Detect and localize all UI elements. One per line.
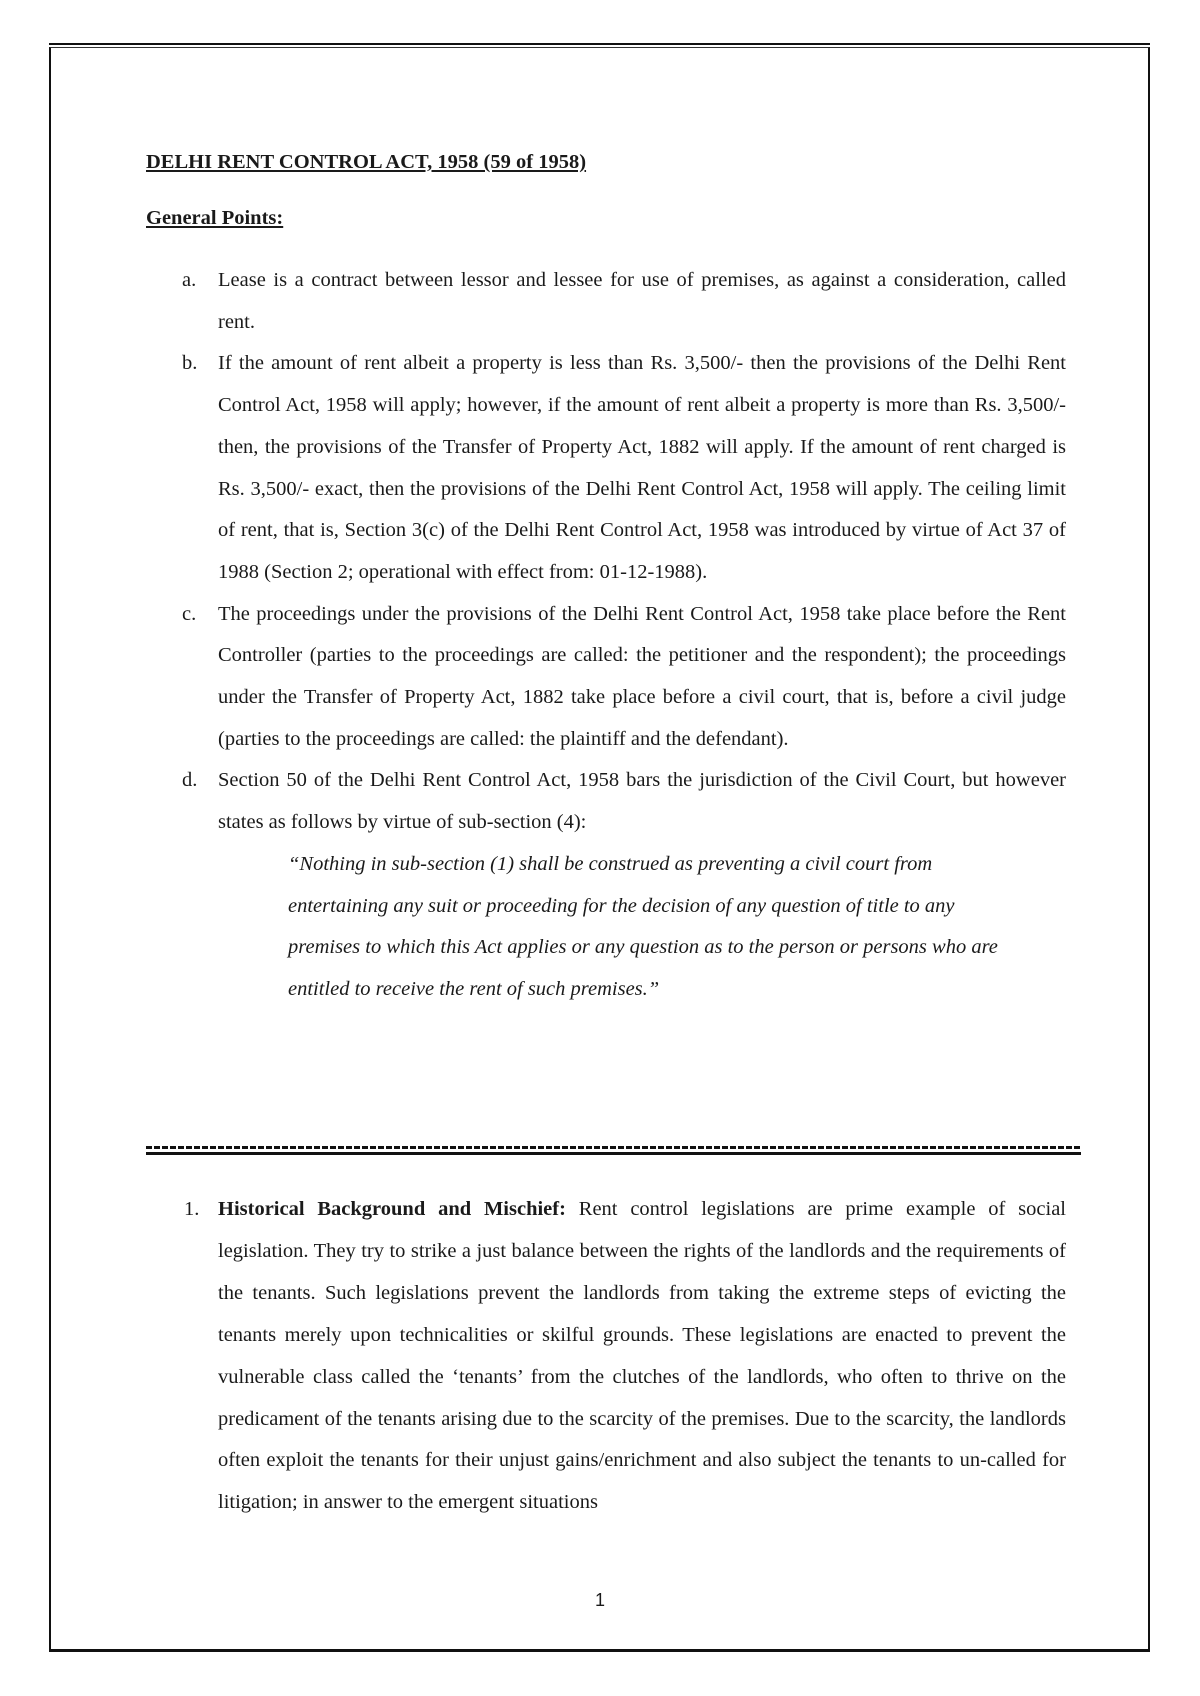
document-title: DELHI RENT CONTROL ACT, 1958 (59 of 1958) (146, 151, 587, 173)
list-item-text: The proceedings under the provisions of the Delhi Rent Control Act, 1958 take place before the Rent Controller (parties to the proceedings are called: the petitioner and the respondent); the proceedings under the Transfer of Property Act, 1882 take place before a civil court, that is, before a civil judge (parties to the proceedings are called: the plaintiff and the defendant). (218, 602, 1066, 750)
solid-rule (146, 1152, 1081, 1155)
general-points-heading: General Points: (146, 207, 284, 229)
list-marker: c. (182, 602, 197, 625)
list-item-text: If the amount of rent albeit a property is less than Rs. 3,500/- then the provisions of the Delhi Rent Control Act, 1958 will apply; however, if the amount of rent albeit a property is more than Rs. 3,500/- then, the provisions of the Transfer of Property Act, 1882 will apply. If the amount of rent charged is Rs. 3,500/- exact, then the provisions of the Delhi Rent Control Act, 1958 will apply. The ceiling limit of rent, that is, Section 3(c) of the Delhi Rent Control Act, 1958 was introduced by virtue of Act 37 of 1988 (Section 2; operational with effect from: 01-12-1988). (218, 352, 1066, 583)
general-points-list (146, 260, 1066, 1011)
list-marker: b. (182, 352, 198, 375)
section-text: Rent control legislations are prime example of social legislation. They try to strike a just balance between the rights of the landlords and the requirements of the tenants. Such legislations prevent the landlords from taking the extreme steps of evicting the tenants merely upon technicalities or skilful grounds. These legislations are enacted to prevent the vulnerable class called the ‘tenants’ from the clutches of the landlords, who often to thrive on the predicament of the tenants arising due to the scarcity of the premises. Due to the scarcity, the landlords often exploit the tenants for their unjust gains/enrichment and also subject the tenants to un-called for litigation; in answer to the emergent situations (218, 1198, 1066, 1514)
dashed-rule (146, 1146, 1081, 1149)
list-item-text: Section 50 of the Delhi Rent Control Act, 1958 bars the jurisdiction of the Civil Court, but however states as follows by virtue of sub-section (4): (218, 769, 1066, 834)
list-item (146, 260, 1066, 343)
list-item-text: Lease is a contract between lessor and lessee for use of premises, as against a consideration, called rent. (218, 269, 1066, 333)
section-number: 1. (184, 1198, 200, 1220)
section-heading: Historical Background and Mischief: (218, 1198, 566, 1220)
list-item (146, 343, 1066, 593)
statute-quote: “Nothing in sub-section (1) shall be construed as preventing a civil court from entertaining any suit or proceeding for the decision of any question of title to any premises to which this Act applies or any question as to the person or persons who are entitled to receive the rent of such premises.” (288, 852, 998, 1000)
list-item (146, 594, 1066, 761)
section-divider (146, 1143, 1081, 1157)
list-marker: a. (182, 269, 197, 291)
document-body (146, 148, 1066, 1011)
list-marker: d. (182, 769, 198, 792)
numbered-item (146, 1189, 1066, 1524)
page-number: 1 (594, 1590, 605, 1610)
numbered-sections (146, 1189, 1066, 1524)
list-item (146, 760, 1066, 843)
